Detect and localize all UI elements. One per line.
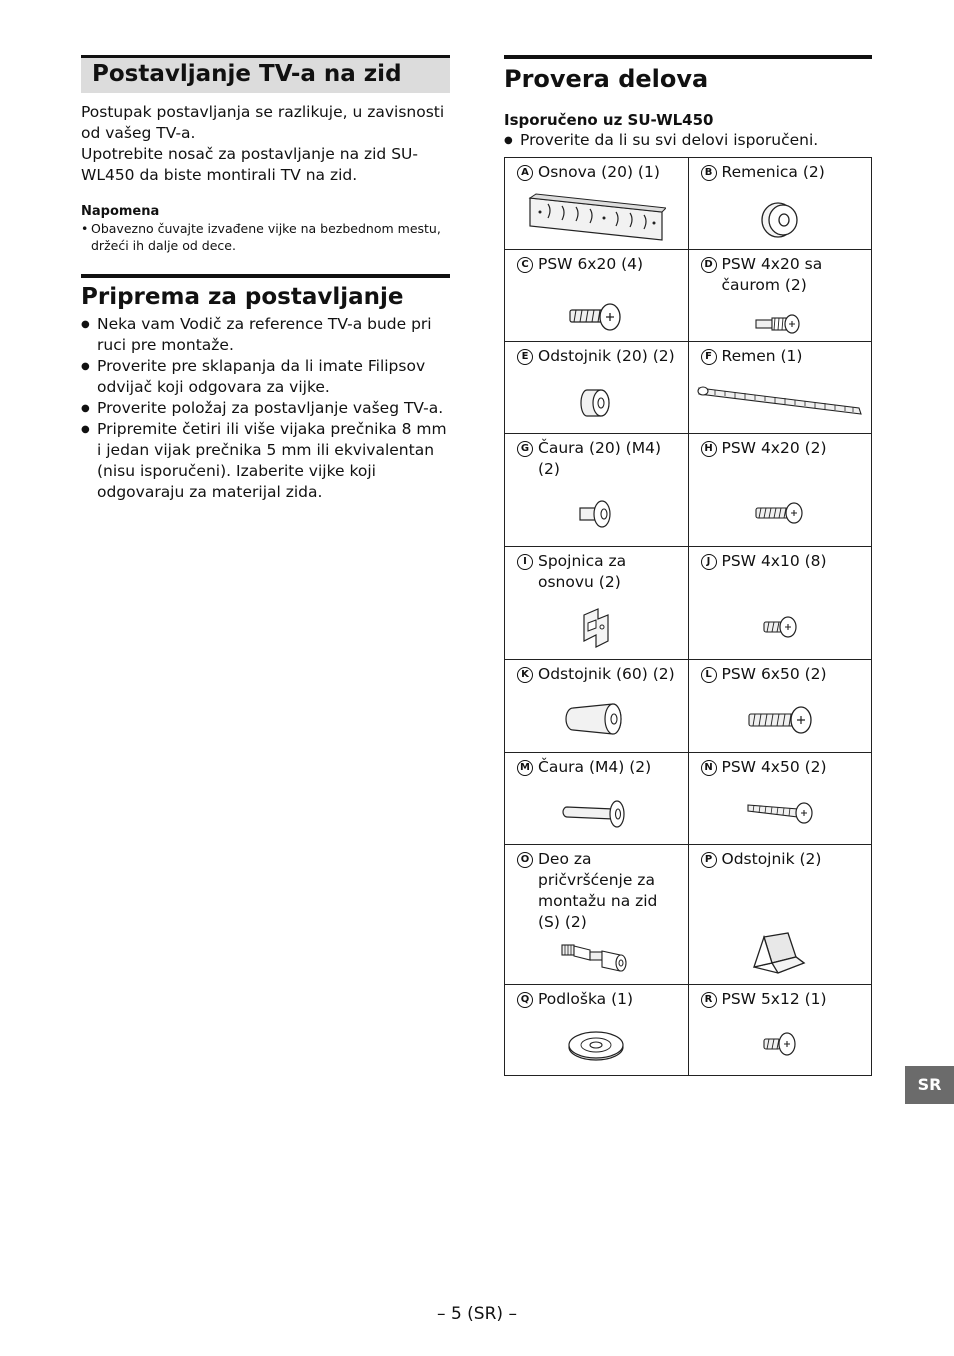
part-cell-i bbox=[505, 547, 689, 660]
letter-badge: N bbox=[701, 760, 717, 776]
intro-paragraph-2: Upotrebite nosač za postavljanje na zid SU-WL450 da biste montirali TV na zid. bbox=[81, 145, 418, 184]
section-title-parts-check: Provera delova bbox=[504, 55, 872, 99]
letter-badge: E bbox=[517, 349, 533, 365]
part-cell-f bbox=[688, 342, 872, 434]
page-number: – 5 (SR) – bbox=[437, 1304, 517, 1324]
screw-icon bbox=[505, 300, 688, 334]
letter-badge: L bbox=[701, 667, 717, 683]
list-item: ● Proverite pre sklapanja da li imate Filipsov odvijač koji odgovara za vijke. bbox=[81, 356, 450, 398]
list-item: ● Proverite da li su svi delovi isporučeni. bbox=[504, 130, 872, 151]
letter-badge: I bbox=[517, 554, 533, 570]
supplied-with-heading: Isporučeno uz SU-WL450 bbox=[504, 111, 714, 129]
note-text: • Obavezno čuvajte izvađene vijke na bezbednom mestu, držeći ih dalje od dece. bbox=[81, 220, 450, 254]
part-cell-g bbox=[505, 434, 689, 547]
part-cell-d bbox=[688, 250, 872, 342]
screw-icon bbox=[689, 797, 872, 827]
part-label: Čaura (M4) (2) bbox=[538, 758, 652, 776]
letter-badge: J bbox=[701, 554, 717, 570]
part-cell-c bbox=[505, 250, 689, 342]
part-label: Remen (1) bbox=[721, 347, 803, 365]
part-label: PSW 5x12 (1) bbox=[721, 990, 827, 1008]
block-spacer-icon bbox=[689, 929, 872, 977]
part-label: Osnova (20) (1) bbox=[538, 163, 660, 181]
screw-icon bbox=[689, 615, 872, 639]
part-label: PSW 4x20 sa čaurom (2) bbox=[721, 255, 823, 294]
left-column bbox=[81, 55, 450, 503]
part-label: Spojnica za osnovu (2) bbox=[538, 552, 627, 591]
long-spacer-icon bbox=[505, 700, 688, 740]
section-title-preparation: Priprema za postavljanje bbox=[81, 274, 450, 314]
part-cell-l bbox=[688, 660, 872, 753]
belt-icon bbox=[689, 382, 872, 416]
intro-paragraph-1: Postupak postavljanja se razlikuje, u zavisnosti od vašeg TV-a. bbox=[81, 103, 445, 142]
part-cell-m bbox=[505, 753, 689, 845]
part-cell-e bbox=[505, 342, 689, 434]
list-item: ● Proverite položaj za postavljanje vašeg TV-a. bbox=[81, 398, 450, 419]
pulley-icon bbox=[689, 198, 872, 242]
letter-badge: R bbox=[701, 992, 717, 1008]
letter-badge: G bbox=[517, 441, 533, 457]
section-title-wall-mounting: Postavljanje TV-a na zid bbox=[81, 55, 450, 93]
part-label: Čaura (20) (M4) (2) bbox=[538, 439, 662, 478]
letter-badge: C bbox=[517, 257, 533, 273]
parts-table bbox=[504, 157, 872, 1076]
letter-badge: P bbox=[701, 852, 717, 868]
long-collar-icon bbox=[505, 797, 688, 829]
bracket-icon bbox=[505, 605, 688, 649]
letter-badge: Q bbox=[517, 992, 533, 1008]
part-label: Deo za pričvršćenje za montažu na zid (S) (2) bbox=[538, 850, 658, 931]
note-title: Napomena bbox=[81, 204, 160, 219]
part-label: Remenica (2) bbox=[721, 163, 825, 181]
screw-icon bbox=[689, 704, 872, 736]
letter-badge: A bbox=[517, 165, 533, 181]
part-cell-a bbox=[505, 158, 689, 250]
part-label: Odstojnik (20) (2) bbox=[538, 347, 675, 365]
part-cell-h bbox=[688, 434, 872, 547]
letter-badge: M bbox=[517, 760, 533, 776]
part-label: Podloška (1) bbox=[538, 990, 634, 1008]
letter-badge: F bbox=[701, 349, 717, 365]
part-label: Odstojnik (2) bbox=[721, 850, 822, 868]
part-cell-b bbox=[688, 158, 872, 250]
wall-fixing-part-icon bbox=[505, 941, 688, 975]
screw-icon bbox=[689, 500, 872, 526]
part-cell-q bbox=[505, 985, 689, 1076]
base-plate-icon bbox=[505, 190, 688, 248]
screw-icon bbox=[689, 1031, 872, 1057]
part-cell-j bbox=[688, 547, 872, 660]
collar-icon bbox=[505, 498, 688, 530]
letter-badge: B bbox=[701, 165, 717, 181]
part-cell-r bbox=[688, 985, 872, 1076]
part-label: PSW 6x20 (4) bbox=[538, 255, 644, 273]
part-label: PSW 4x50 (2) bbox=[721, 758, 827, 776]
preparation-list bbox=[81, 314, 450, 503]
right-column bbox=[504, 55, 872, 1076]
part-label: PSW 4x20 (2) bbox=[721, 439, 827, 457]
letter-badge: H bbox=[701, 441, 717, 457]
parts-check-bullet bbox=[504, 130, 872, 151]
part-cell-n bbox=[688, 753, 872, 845]
part-label: Odstojnik (60) (2) bbox=[538, 665, 675, 683]
spacer-icon bbox=[505, 386, 688, 420]
letter-badge: O bbox=[517, 852, 533, 868]
part-cell-p bbox=[688, 845, 872, 985]
screw-with-collar-icon bbox=[689, 312, 872, 336]
part-cell-k bbox=[505, 660, 689, 753]
part-label: PSW 4x10 (8) bbox=[721, 552, 827, 570]
part-cell-o bbox=[505, 845, 689, 985]
washer-icon bbox=[505, 1029, 688, 1063]
letter-badge: K bbox=[517, 667, 533, 683]
part-label: PSW 6x50 (2) bbox=[721, 665, 827, 683]
list-item: ● Pripremite četiri ili više vijaka prečnika 8 mm i jedan vijak prečnika 5 mm ili ekvivalentan (nisu isporučeni). Izaberite vijke koji odgovaraju za materijal zida. bbox=[81, 419, 450, 503]
language-tab: SR bbox=[905, 1066, 954, 1104]
letter-badge: D bbox=[701, 257, 717, 273]
list-item: ● Neka vam Vodič za reference TV-a bude pri ruci pre montaže. bbox=[81, 314, 450, 356]
